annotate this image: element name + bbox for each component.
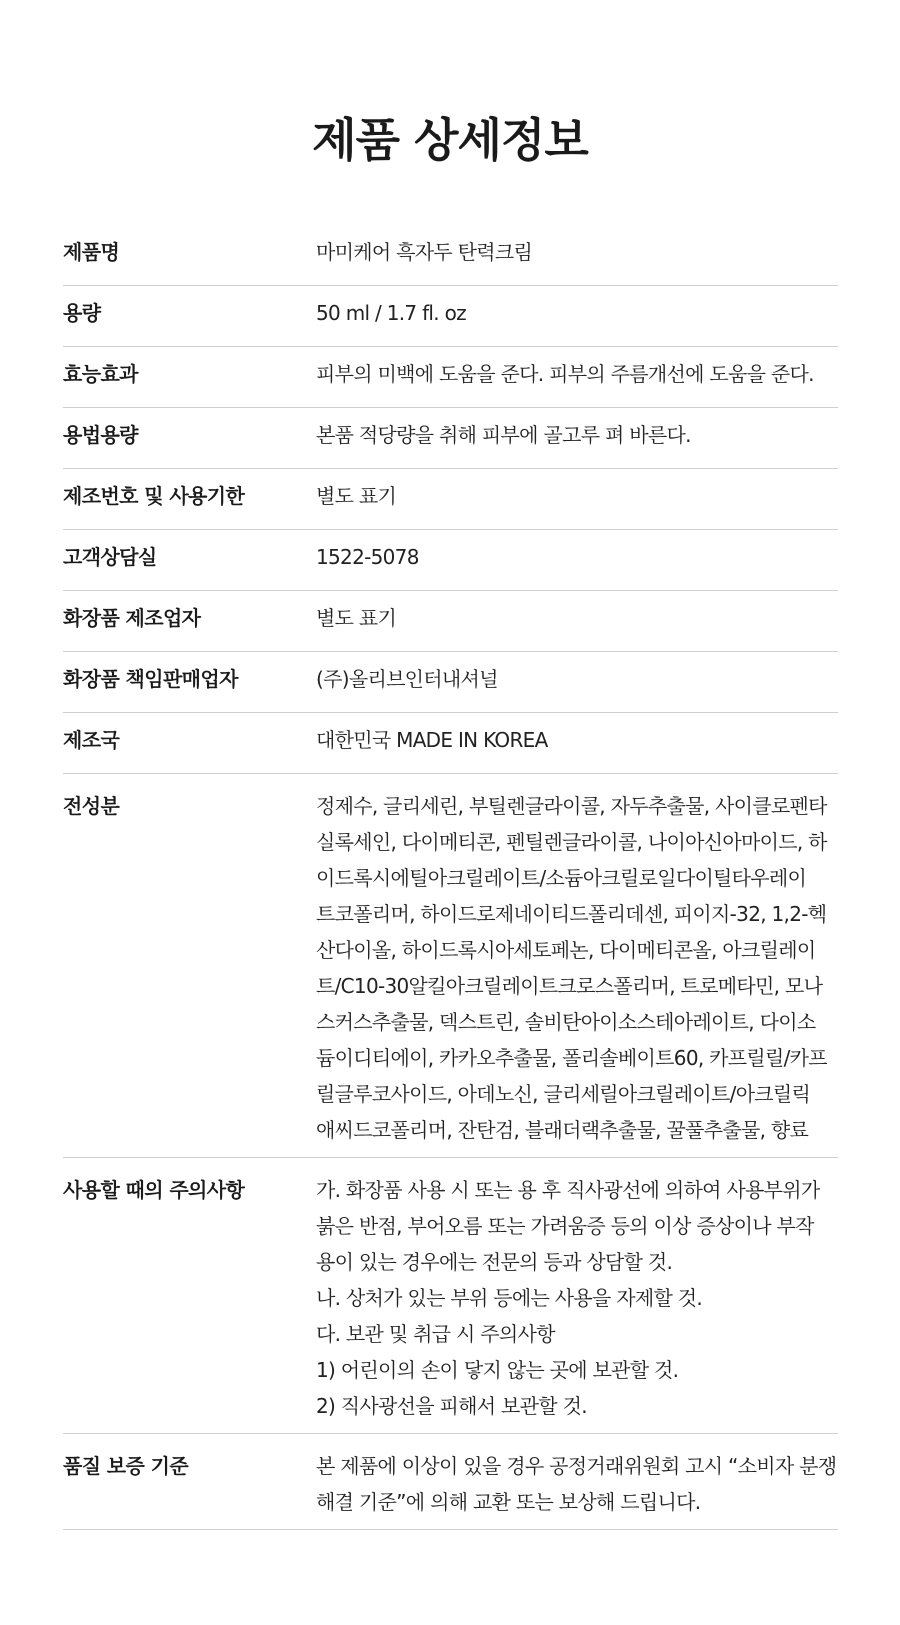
spec-value-line: 산다이올, 하이드록시아세토페논, 다이메티콘올, 아크릴레이: [316, 938, 816, 962]
spec-row: [63, 713, 838, 774]
spec-value-line: 붉은 반점, 부어오름 또는 가려움증 등의 이상 증상이나 부작: [316, 1214, 814, 1238]
spec-value-line: 트코폴리머, 하이드로제네이티드폴리데센, 피이지-32, 1,2-헥: [316, 902, 827, 926]
spec-value: [316, 295, 838, 331]
page-title: 제품 상세정보: [312, 113, 588, 167]
product-spec-table: [63, 225, 838, 1530]
spec-label: 전성분: [63, 794, 120, 818]
spec-value-line: 대한민국 MADE IN KOREA: [316, 728, 548, 752]
spec-label: 고객상담실: [63, 545, 157, 569]
spec-row: [63, 530, 838, 591]
spec-label: 사용할 때의 주의사항: [63, 1178, 245, 1202]
spec-value: [316, 478, 838, 514]
spec-row: [63, 591, 838, 652]
spec-value-line: 본품 적당량을 취해 피부에 골고루 펴 바른다.: [316, 423, 691, 447]
spec-value: [316, 417, 838, 453]
spec-value-line: 1) 어린이의 손이 닿지 않는 곳에 보관할 것.: [316, 1358, 679, 1382]
spec-value: [316, 600, 838, 636]
spec-value-line: 듐이디티에이, 카카오추출물, 폴리솔베이트60, 카프릴릴/카프: [316, 1046, 827, 1070]
spec-row: [63, 652, 838, 713]
spec-label: 용법용량: [63, 423, 138, 447]
spec-value-line: 용이 있는 경우에는 전문의 등과 상담할 것.: [316, 1250, 673, 1274]
spec-value-line: 다. 보관 및 취급 시 주의사항: [316, 1322, 555, 1346]
spec-value-line: 릴글루코사이드, 아데노신, 글리세릴아크릴레이트/아크릴릭: [316, 1082, 811, 1106]
spec-value-line: 별도 표기: [316, 606, 397, 630]
spec-row: [63, 774, 838, 1158]
spec-label: 제조번호 및 사용기한: [63, 484, 245, 508]
spec-value: [316, 356, 838, 392]
spec-value-line: 피부의 미백에 도움을 준다. 피부의 주름개선에 도움을 준다.: [316, 362, 814, 386]
spec-value: [316, 234, 838, 270]
spec-value-line: 이드록시에틸아크릴레이트/소듐아크릴로일다이틸타우레이: [316, 866, 807, 890]
spec-value-line: 본 제품에 이상이 있을 경우 공정거래위원회 고시 “소비자 분쟁: [316, 1454, 837, 1478]
spec-row: [63, 408, 838, 469]
spec-value-line: 애씨드코폴리머, 잔탄검, 블래더랙추출물, 꿀풀추출물, 향료: [316, 1118, 809, 1142]
spec-label: 용량: [63, 301, 101, 325]
spec-value-line: 1522-5078: [316, 545, 419, 569]
spec-row: [63, 1434, 838, 1530]
spec-value: [316, 722, 838, 758]
spec-value: [316, 788, 838, 1148]
spec-label: 품질 보증 기준: [63, 1454, 189, 1478]
spec-label: 화장품 제조업자: [63, 606, 201, 630]
spec-label: 제조국: [63, 728, 120, 752]
spec-row: [63, 225, 838, 286]
spec-row: [63, 286, 838, 347]
spec-value-line: 실록세인, 다이메티콘, 펜틸렌글라이콜, 나이아신아마이드, 하: [316, 830, 827, 854]
spec-value-line: 가. 화장품 사용 시 또는 용 후 직사광선에 의하여 사용부위가: [316, 1178, 820, 1202]
spec-value-line: 트/C10-30알킬아크릴레이트크로스폴리머, 트로메타민, 모나: [316, 974, 823, 998]
spec-value: [316, 661, 838, 697]
spec-value-line: 정제수, 글리세린, 부틸렌글라이콜, 자두추출물, 사이클로펜타: [316, 794, 827, 818]
spec-value: [316, 1448, 838, 1520]
spec-label: 제품명: [63, 240, 120, 264]
spec-label: 효능효과: [63, 362, 138, 386]
spec-value-line: 나. 상처가 있는 부위 등에는 사용을 자제할 것.: [316, 1286, 703, 1310]
spec-row: [63, 347, 838, 408]
spec-label: 화장품 책임판매업자: [63, 667, 238, 691]
spec-value-line: 마미케어 흑자두 탄력크림: [316, 240, 533, 264]
spec-row: [63, 469, 838, 530]
spec-value-line: 스커스추출물, 덱스트린, 솔비탄아이소스테아레이트, 다이소: [316, 1010, 816, 1034]
spec-value-line: (주)올리브인터내셔널: [316, 667, 498, 691]
spec-value-line: 2) 직사광선을 피해서 보관할 것.: [316, 1394, 587, 1418]
spec-value-line: 50 ml / 1.7 fl. oz: [316, 301, 466, 325]
spec-row: [63, 1158, 838, 1434]
spec-value-line: 별도 표기: [316, 484, 397, 508]
spec-value: [316, 1172, 838, 1424]
spec-value: [316, 539, 838, 575]
spec-value-line: 해결 기준”에 의해 교환 또는 보상해 드립니다.: [316, 1490, 701, 1514]
